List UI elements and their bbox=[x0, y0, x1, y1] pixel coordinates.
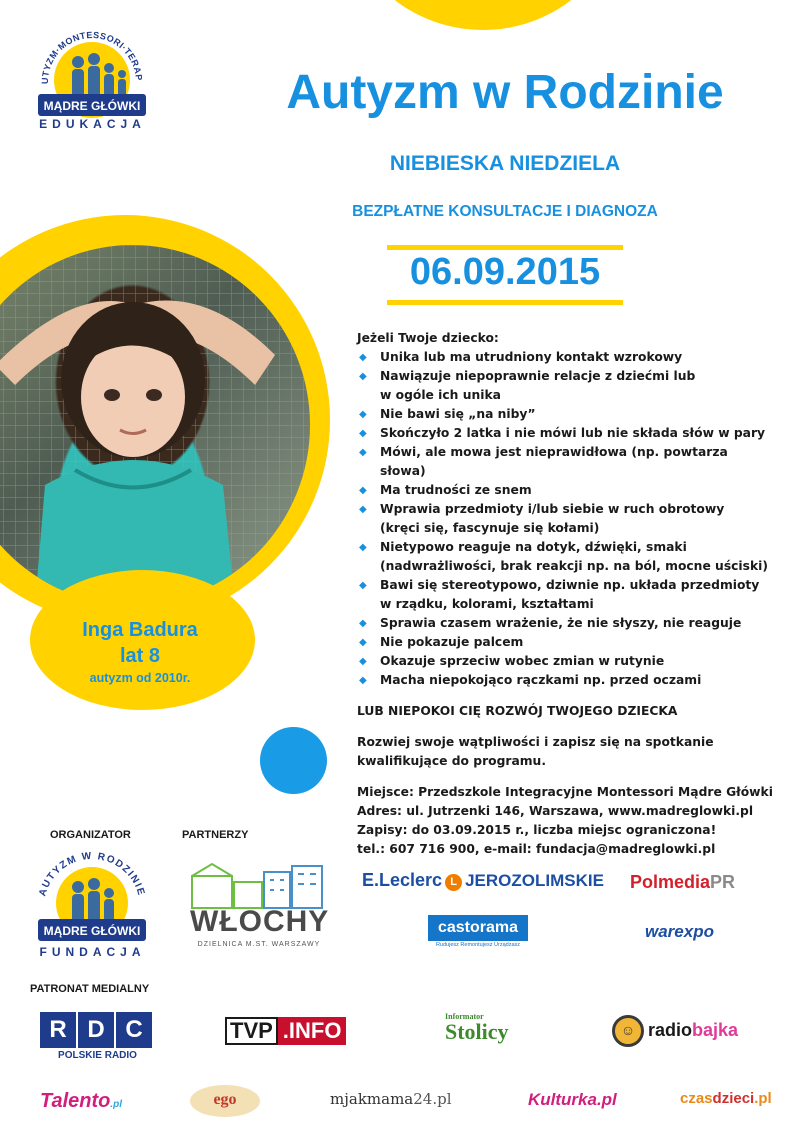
wlochy-name: WŁOCHY bbox=[190, 905, 330, 938]
list-intro: Jeżeli Twoje dziecko: bbox=[357, 331, 499, 345]
symptom-line: Nie bawi się „na niby” bbox=[380, 407, 536, 421]
page-title: Autyzm w Rodzinie bbox=[286, 66, 724, 119]
symptom-item bbox=[357, 652, 777, 671]
diamond-bullet-icon: ◆ bbox=[359, 637, 367, 648]
symptom-line: Nie pokazuje palcem bbox=[380, 635, 524, 649]
radiobajka-logo bbox=[612, 1015, 738, 1047]
foundation-name: MĄDRE GŁÓWKI bbox=[43, 924, 141, 938]
symptom-line: Bawi się stereotypowo, dziwnie np. układa przedmioty bbox=[380, 578, 760, 592]
diamond-bullet-icon: ◆ bbox=[359, 504, 367, 515]
tvp-info-logo bbox=[225, 1017, 346, 1045]
date-rule-top bbox=[387, 245, 623, 250]
concern-line: LUB NIEPOKOI CIĘ ROZWÓJ TWOJEGO DZIECKA bbox=[357, 704, 678, 718]
invite-line: kwalifikujące do programu. bbox=[357, 754, 546, 768]
mjakmama-domain: 24.pl bbox=[413, 1090, 452, 1108]
symptom-line: (nadwrażliwości, brak reakcji np. na ból, mocne uściski) bbox=[380, 559, 768, 573]
rdc-logo bbox=[40, 1012, 154, 1048]
czas-domain: .pl bbox=[754, 1090, 772, 1107]
contact-line: tel.: 607 716 900, e-mail: fundacja@madreglowki.pl bbox=[357, 842, 716, 856]
talento-logo bbox=[40, 1090, 122, 1113]
radio-word: radio bbox=[648, 1019, 693, 1040]
stolicy-small: Informator bbox=[445, 1012, 484, 1021]
symptom-item bbox=[357, 424, 777, 443]
symptom-line: Macha niepokojąco rączkami np. przed oczami bbox=[380, 673, 702, 687]
diamond-bullet-icon: ◆ bbox=[359, 580, 367, 591]
symptom-line: Mówi, ale mowa jest nieprawidłowa (np. powtarza słowa) bbox=[380, 445, 728, 478]
rdc-letter: R bbox=[40, 1012, 76, 1048]
diamond-bullet-icon: ◆ bbox=[359, 447, 367, 458]
talento-name: Talento bbox=[40, 1090, 111, 1112]
symptom-item bbox=[357, 671, 777, 690]
symptom-line: Nawiązuje niepoprawnie relacje z dziećmi lub bbox=[380, 369, 696, 383]
castorama-tagline: Rudujesz Remontujesz Urządzasz bbox=[435, 942, 521, 948]
wlochy-subtitle: DZIELNICA M.ST. WARSZAWY bbox=[197, 941, 321, 948]
symptom-item bbox=[357, 443, 777, 481]
symptom-item bbox=[357, 481, 777, 500]
polmedia-name: Polmedia bbox=[630, 872, 711, 892]
leclerc-ring-icon: L bbox=[445, 874, 462, 891]
diamond-bullet-icon: ◆ bbox=[359, 618, 367, 629]
rdc-letter: D bbox=[78, 1012, 114, 1048]
foundation-family-icon bbox=[30, 845, 155, 945]
mjakmama-logo bbox=[330, 1090, 452, 1108]
symptom-item bbox=[357, 500, 777, 538]
diamond-bullet-icon: ◆ bbox=[359, 485, 367, 496]
logo-subtitle: EDUKACJA bbox=[39, 117, 146, 131]
diamond-bullet-icon: ◆ bbox=[359, 542, 367, 553]
kulturka-logo: Kulturka.pl bbox=[528, 1090, 617, 1109]
foundation-subtitle: FUNDACJA bbox=[39, 945, 146, 959]
event-name: NIEBIESKA NIEDZIELA bbox=[389, 152, 621, 175]
blue-dot-decoration bbox=[260, 727, 327, 794]
leclerc-branch: JEROZOLIMSKIE bbox=[465, 871, 604, 890]
mjakmama-name: mjakmama bbox=[330, 1090, 414, 1108]
symptom-line: Unika lub ma utrudniony kontakt wzrokowy bbox=[380, 350, 683, 364]
logo-name: MĄDRE GŁÓWKI bbox=[43, 99, 141, 113]
leclerc-name: E.Leclerc bbox=[362, 870, 443, 890]
symptom-item bbox=[357, 348, 777, 367]
informator-stolicy-logo bbox=[445, 1012, 525, 1050]
caption-name: Inga Badura bbox=[82, 619, 198, 641]
symptom-line: (kręci się, fascynuje się kołami) bbox=[380, 521, 600, 535]
symptom-line: Ma trudności ze snem bbox=[380, 483, 532, 497]
caption-age: lat 8 bbox=[119, 645, 161, 667]
symptom-line: Skończyło 2 latka i nie mówi lub nie składa słów w pary bbox=[380, 426, 766, 440]
partners-label: PARTNERZY bbox=[182, 829, 249, 841]
media-patronage-label: PATRONAT MEDIALNY bbox=[30, 983, 150, 995]
top-yellow-semicircle bbox=[338, 0, 628, 30]
symptom-item bbox=[357, 633, 777, 652]
registration-line: Zapisy: do 03.09.2015 r., liczba miejsc ograniczona! bbox=[357, 823, 717, 837]
symptom-line: w ogóle ich unika bbox=[380, 388, 501, 402]
diamond-bullet-icon: ◆ bbox=[359, 428, 367, 439]
foundation-arc-text: AUTYZM W RODZINIE bbox=[37, 850, 147, 898]
tvp-mark: TVP bbox=[225, 1017, 278, 1045]
leclerc-logo bbox=[362, 870, 604, 891]
bajka-word: bajka bbox=[692, 1019, 739, 1040]
headphones-face-icon: ☺ bbox=[612, 1015, 644, 1047]
castorama-logo: castorama bbox=[428, 915, 528, 941]
invite-paragraph bbox=[357, 733, 777, 771]
symptom-item bbox=[357, 576, 777, 614]
warexpo-logo: warexpo bbox=[645, 922, 714, 941]
rdc-subtitle: POLSKIE RADIO bbox=[58, 1050, 137, 1061]
czasdzieci-logo bbox=[680, 1090, 772, 1107]
foundation-logo bbox=[30, 845, 155, 945]
polmedia-logo bbox=[630, 872, 735, 893]
symptom-line: Wprawia przedmioty i/lub siebie w ruch obrotowy bbox=[380, 502, 725, 516]
symptom-section bbox=[357, 329, 777, 859]
event-date: 06.09.2015 bbox=[409, 251, 601, 293]
diamond-bullet-icon: ◆ bbox=[359, 675, 367, 686]
symptom-line: Okazuje sprzeciw wobec zmian w rutynie bbox=[380, 654, 665, 668]
symptom-item bbox=[357, 538, 777, 576]
diamond-bullet-icon: ◆ bbox=[359, 352, 367, 363]
tvp-info-mark: .INFO bbox=[278, 1017, 347, 1045]
stolicy-name: Stolicy bbox=[445, 1019, 509, 1044]
location-line: Miejsce: Przedszkole Integracyjne Montessori Mądre Główki bbox=[357, 785, 773, 799]
event-tagline: BEZPŁATNE KONSULTACJE I DIAGNOZA bbox=[352, 203, 658, 220]
city-skyline-icon bbox=[190, 862, 328, 910]
polmedia-pr: PR bbox=[710, 872, 736, 892]
symptom-item bbox=[357, 405, 777, 424]
diamond-bullet-icon: ◆ bbox=[359, 656, 367, 667]
caption-note: autyzm od 2010r. bbox=[89, 671, 191, 685]
dzieci-word: dzieci bbox=[712, 1090, 755, 1107]
symptom-item bbox=[357, 367, 777, 405]
symptom-line: Sprawia czasem wrażenie, że nie słyszy, nie reaguje bbox=[380, 616, 742, 630]
symptom-line: Nietypowo reaguje na dotyk, dźwięki, smaki bbox=[380, 540, 687, 554]
ego-logo: ego bbox=[190, 1085, 260, 1117]
family-logo-icon bbox=[30, 20, 155, 120]
symptom-item bbox=[357, 614, 777, 633]
logo-arc-text: UTYZM·MONTESSORI·TERAP bbox=[39, 29, 145, 85]
symptom-line: w rządku, kolorami, kształtami bbox=[380, 597, 594, 611]
rdc-letter: C bbox=[116, 1012, 152, 1048]
invite-line: Rozwiej swoje wątpliwości i zapisz się na spotkanie bbox=[357, 735, 714, 749]
diamond-bullet-icon: ◆ bbox=[359, 371, 367, 382]
czas-word: czas bbox=[680, 1090, 713, 1107]
contact-details bbox=[357, 783, 777, 859]
diamond-bullet-icon: ◆ bbox=[359, 409, 367, 420]
date-rule-bottom bbox=[387, 300, 623, 305]
symptom-list bbox=[357, 348, 777, 690]
address-line: Adres: ul. Jutrzenki 146, Warszawa, www.madreglowki.pl bbox=[357, 804, 754, 818]
talento-domain: .pl bbox=[110, 1099, 123, 1110]
photo-caption bbox=[55, 617, 225, 687]
organizer-label: ORGANIZATOR bbox=[50, 829, 131, 841]
